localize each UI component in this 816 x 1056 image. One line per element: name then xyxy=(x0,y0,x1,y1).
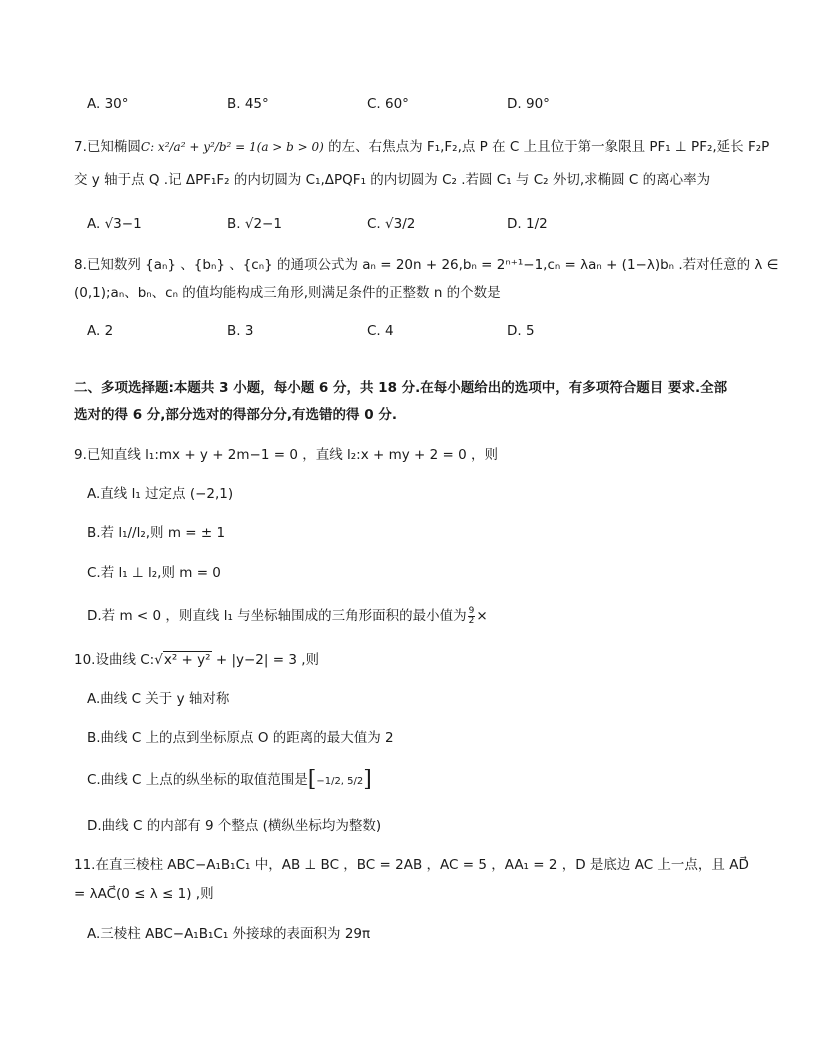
q9-option-a: A.直线 l₁ 过定点 (−2,1) xyxy=(87,486,234,502)
q7-line-2: 交 y 轴于点 Q .记 ΔPF₁F₂ 的内切圆为 C₁,ΔPQF₁ 的内切圆为 C₂ .若圆 C₁ 与 C₂ 外切,求椭圆 C 的离心率为 xyxy=(74,172,711,188)
q7-option-b: B. √2−1 xyxy=(227,216,282,232)
left-bracket-icon: [ xyxy=(307,767,317,792)
q7-option-d: D. 1/2 xyxy=(507,216,548,232)
q9-option-c: C.若 l₁ ⊥ l₂,则 m = 0 xyxy=(87,565,221,581)
q8-option-a: A. 2 xyxy=(87,323,114,339)
q10-stem xyxy=(74,650,319,670)
section-2-heading: 二、多项选择题:本题共 3 小题，每小题 6 分，共 18 分.在每小题给出的选项中，有多项符合题目 要求.全部 xyxy=(74,380,728,396)
q9-stem: 9.已知直线 l₁:mx + y + 2m−1 = 0 ，直线 l₂:x + my + 2 = 0 ，则 xyxy=(74,447,498,463)
q6-option-b: B. 45° xyxy=(227,96,269,112)
q9-option-d-text: D.若 m < 0 ，则直线 l₁ 与坐标轴围成的三角形面积的最小值为 xyxy=(87,608,467,624)
q7-ellipse-equation: C: x²/a² + y²/b² = 1(a > b > 0) xyxy=(140,140,324,154)
q7-option-c: C. √3/2 xyxy=(367,216,416,232)
q6-option-d: D. 90° xyxy=(507,96,550,112)
q10-option-c xyxy=(87,767,372,792)
q8-option-b: B. 3 xyxy=(227,323,254,339)
q10-stem-suffix: + |y−2| = 3 ,则 xyxy=(211,652,320,668)
q10-option-b: B.曲线 C 上的点到坐标原点 O 的距离的最大值为 2 xyxy=(87,730,394,746)
q8-line-2: (0,1);aₙ、bₙ、cₙ 的值均能构成三角形,则满足条件的正整数 n 的个数是 xyxy=(74,285,501,301)
q6-option-a: A. 30° xyxy=(87,96,129,112)
right-bracket-icon: ] xyxy=(363,767,372,792)
q8-option-d: D. 5 xyxy=(507,323,535,339)
section-2-instructions: 选对的得 6 分,部分选对的得部分分,有选错的得 0 分. xyxy=(74,407,397,423)
q10-option-c-range: −1/2, 5/2 xyxy=(316,776,364,787)
q7-line-1 xyxy=(74,137,769,157)
q6-option-c: C. 60° xyxy=(367,96,409,112)
q9-option-d xyxy=(87,606,488,626)
q7-text-a: 7.已知椭圆 xyxy=(74,139,141,155)
q7-text-b: 的左、右焦点为 F₁,F₂,点 P 在 C 上且位于第一象限且 PF₁ ⊥ PF₂,延长 F₂P xyxy=(328,139,770,155)
q11-line-2: = λAC⃗(0 ≤ λ ≤ 1) ,则 xyxy=(74,886,214,902)
q10-option-d: D.曲线 C 的内部有 9 个整点 (横纵坐标均为整数) xyxy=(87,818,382,834)
q8-option-c: C. 4 xyxy=(367,323,394,339)
q9-option-d-mark: × xyxy=(476,608,488,624)
q8-line-1: 8.已知数列 {aₙ} 、{bₙ} 、{cₙ} 的通项公式为 aₙ = 20n + 26,bₙ = 2ⁿ⁺¹−1,cₙ = λaₙ + (1−λ)bₙ .若对任意的 λ ∈ xyxy=(74,257,779,273)
q11-line-1: 11.在直三棱柱 ABC−A₁B₁C₁ 中，AB ⊥ BC ，BC = 2AB ，AC = 5 ，AA₁ = 2 ，D 是底边 AC 上一点，且 AD⃗ xyxy=(74,857,749,873)
q10-stem-prefix: 10.设曲线 C: xyxy=(74,652,155,668)
q10-option-a: A.曲线 C 关于 y 轴对称 xyxy=(87,691,230,707)
q10-option-c-text: C.曲线 C 上点的纵坐标的取值范围是 xyxy=(87,772,308,788)
q11-option-a: A.三棱柱 ABC−A₁B₁C₁ 外接球的表面积为 29π xyxy=(87,926,371,942)
q9-option-d-fraction: $\frac{9}{2}$ xyxy=(468,605,475,626)
sqrt-icon: √ xyxy=(154,652,163,668)
q9-option-b: B.若 l₁//l₂,则 m = ± 1 xyxy=(87,525,226,541)
q7-option-a: A. √3−1 xyxy=(87,216,142,232)
q10-sqrt-expression: x² + y² xyxy=(163,652,211,668)
